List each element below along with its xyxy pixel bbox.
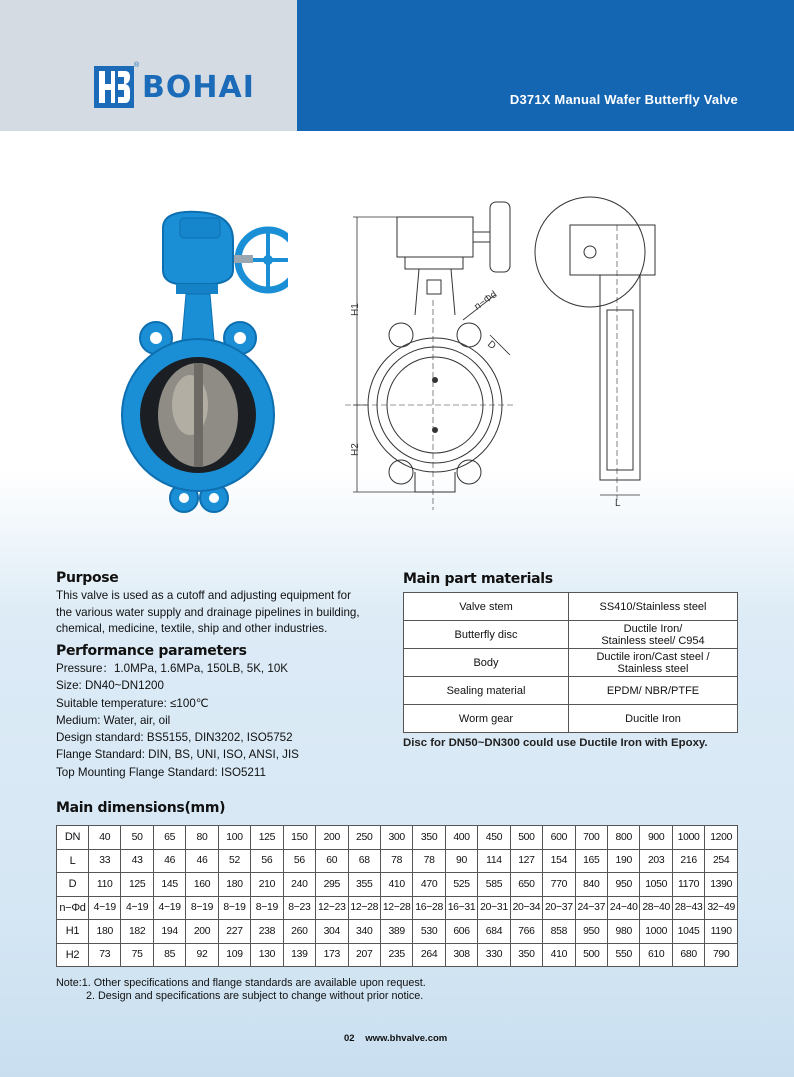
note-line: Note:1. Other specifications and flange standards are available upon request. <box>56 977 426 989</box>
table-cell: 260 <box>283 920 315 944</box>
param-item: Pressure：1.0MPa, 1.6MPa, 150LB, 5K, 10K <box>56 662 288 675</box>
bohai-logo <box>94 62 255 108</box>
table-cell: 210 <box>251 873 283 897</box>
table-cell: 4−19 <box>121 896 153 920</box>
table-cell: 100 <box>218 826 250 850</box>
param-item: Flange Standard: DIN, BS, UNI, ISO, ANSI, JIS <box>56 748 299 762</box>
table-cell: 1000 <box>640 920 672 944</box>
table-cell: 20−34 <box>510 896 542 920</box>
material-value: Ductile iron/Cast steel / Stainless steel <box>569 649 738 677</box>
table-cell: 125 <box>251 826 283 850</box>
table-cell: 145 <box>153 873 185 897</box>
drawing-label-l: L <box>615 498 621 509</box>
table-cell: 470 <box>413 873 445 897</box>
table-cell: 43 <box>121 849 153 873</box>
table-cell: 680 <box>672 943 704 967</box>
table-cell: 700 <box>575 826 607 850</box>
table-cell: 78 <box>380 849 412 873</box>
material-value: Ducitle Iron <box>569 705 738 733</box>
table-cell: 85 <box>153 943 185 967</box>
table-row <box>404 649 738 677</box>
drawing-label-h2: H2 <box>350 443 361 456</box>
table-cell: 110 <box>89 873 121 897</box>
valve-product-image <box>118 200 288 516</box>
table-cell: 550 <box>608 943 640 967</box>
table-cell: 770 <box>543 873 575 897</box>
table-cell: 400 <box>445 826 477 850</box>
table-cell: 80 <box>186 826 218 850</box>
table-cell: 40 <box>89 826 121 850</box>
table-cell: 235 <box>380 943 412 967</box>
table-row <box>404 705 738 733</box>
table-cell: 24−40 <box>608 896 640 920</box>
table-cell: 50 <box>121 826 153 850</box>
table-cell: 52 <box>218 849 250 873</box>
material-part: Worm gear <box>404 705 569 733</box>
registered-mark: ® <box>134 62 140 69</box>
table-row <box>57 849 738 873</box>
param-item: Top Mounting Flange Standard: ISO5211 <box>56 765 266 779</box>
row-label: D <box>57 873 89 897</box>
table-cell: 1200 <box>705 826 738 850</box>
table-row <box>57 873 738 897</box>
table-row <box>57 920 738 944</box>
table-cell: 500 <box>510 826 542 850</box>
table-cell: 1190 <box>705 920 738 944</box>
table-cell: 238 <box>251 920 283 944</box>
table-cell: 254 <box>705 849 738 873</box>
table-cell: 8−19 <box>251 896 283 920</box>
table-row <box>404 677 738 705</box>
table-cell: 20−37 <box>543 896 575 920</box>
table-cell: 340 <box>348 920 380 944</box>
material-value: EPDM/ NBR/PTFE <box>569 677 738 705</box>
notes <box>56 977 426 1003</box>
table-cell: 1170 <box>672 873 704 897</box>
header-title-panel <box>297 0 794 131</box>
table-cell: 180 <box>218 873 250 897</box>
table-cell: 90 <box>445 849 477 873</box>
table-cell: 180 <box>89 920 121 944</box>
table-cell: 173 <box>316 943 348 967</box>
table-cell: 207 <box>348 943 380 967</box>
table-cell: 950 <box>608 873 640 897</box>
drawing-label-nd: n−Φd <box>472 289 500 313</box>
material-part: Butterfly disc <box>404 621 569 649</box>
table-cell: 585 <box>478 873 510 897</box>
row-label: DN <box>57 826 89 850</box>
table-cell: 16−28 <box>413 896 445 920</box>
table-cell: 295 <box>316 873 348 897</box>
table-cell: 68 <box>348 849 380 873</box>
row-label: H2 <box>57 943 89 967</box>
table-cell: 109 <box>218 943 250 967</box>
table-cell: 8−19 <box>218 896 250 920</box>
table-row <box>404 593 738 621</box>
table-cell: 240 <box>283 873 315 897</box>
table-cell: 308 <box>445 943 477 967</box>
material-part: Valve stem <box>404 593 569 621</box>
table-cell: 684 <box>478 920 510 944</box>
bohai-logo-mark-icon <box>94 66 134 108</box>
table-cell: 12−28 <box>380 896 412 920</box>
table-cell: 73 <box>89 943 121 967</box>
purpose-title: Purpose <box>56 570 119 586</box>
table-cell: 200 <box>316 826 348 850</box>
table-cell: 606 <box>445 920 477 944</box>
table-cell: 858 <box>543 920 575 944</box>
drawing-label-h1: H1 <box>350 303 361 316</box>
table-cell: 500 <box>575 943 607 967</box>
table-cell: 12−23 <box>316 896 348 920</box>
valve-technical-drawing <box>345 180 675 510</box>
param-item: Design standard: BS5155, DIN3202, ISO5752 <box>56 731 293 745</box>
table-cell: 330 <box>478 943 510 967</box>
purpose-line: chemical, medicine, textile, ship and other industries. <box>56 622 328 635</box>
table-cell: 410 <box>380 873 412 897</box>
param-item: Medium: Water, air, oil <box>56 713 171 727</box>
table-cell: 127 <box>510 849 542 873</box>
table-cell: 790 <box>705 943 738 967</box>
table-cell: 1000 <box>672 826 704 850</box>
table-cell: 203 <box>640 849 672 873</box>
table-row <box>57 896 738 920</box>
materials-note: Disc for DN50~DN300 could use Ductile Iron with Epoxy. <box>403 737 708 749</box>
table-cell: 60 <box>316 849 348 873</box>
page-number: 02 <box>344 1033 355 1044</box>
table-cell: 980 <box>608 920 640 944</box>
table-cell: 355 <box>348 873 380 897</box>
table-cell: 200 <box>186 920 218 944</box>
table-cell: 78 <box>413 849 445 873</box>
page-title: D371X Manual Wafer Butterfly Valve <box>509 92 738 107</box>
table-cell: 65 <box>153 826 185 850</box>
table-cell: 28−43 <box>672 896 704 920</box>
table-cell: 410 <box>543 943 575 967</box>
materials-table <box>403 592 738 733</box>
table-cell: 1045 <box>672 920 704 944</box>
purpose-line: the various water supply and drainage pipelines in building, <box>56 605 360 619</box>
table-cell: 250 <box>348 826 380 850</box>
table-row <box>57 826 738 850</box>
table-cell: 154 <box>543 849 575 873</box>
material-part: Sealing material <box>404 677 569 705</box>
dimensions-table <box>56 825 738 967</box>
table-cell: 194 <box>153 920 185 944</box>
table-cell: 450 <box>478 826 510 850</box>
row-label: H1 <box>57 920 89 944</box>
table-cell: 28−40 <box>640 896 672 920</box>
material-value: SS410/Stainless steel <box>569 593 738 621</box>
page-footer <box>344 1033 447 1044</box>
param-item: Suitable temperature: ≤100℃ <box>56 696 209 710</box>
table-cell: 56 <box>283 849 315 873</box>
table-cell: 125 <box>121 873 153 897</box>
table-cell: 4−19 <box>89 896 121 920</box>
table-cell: 300 <box>380 826 412 850</box>
table-cell: 650 <box>510 873 542 897</box>
param-item: Size: DN40~DN1200 <box>56 679 164 693</box>
performance-title: Performance parameters <box>56 643 247 659</box>
table-cell: 8−23 <box>283 896 315 920</box>
purpose-text <box>56 588 360 638</box>
table-cell: 610 <box>640 943 672 967</box>
table-cell: 33 <box>89 849 121 873</box>
drawing-label-d: D <box>485 338 498 352</box>
table-cell: 56 <box>251 849 283 873</box>
table-cell: 264 <box>413 943 445 967</box>
table-row <box>57 943 738 967</box>
table-cell: 182 <box>121 920 153 944</box>
materials-title: Main part materials <box>403 571 553 587</box>
table-cell: 150 <box>283 826 315 850</box>
brand-name: BOHAI <box>142 69 255 105</box>
table-cell: 46 <box>153 849 185 873</box>
table-cell: 139 <box>283 943 315 967</box>
table-cell: 840 <box>575 873 607 897</box>
table-cell: 525 <box>445 873 477 897</box>
table-cell: 12−28 <box>348 896 380 920</box>
website-url: www.bhvalve.com <box>365 1033 448 1044</box>
performance-list <box>56 660 299 781</box>
table-cell: 530 <box>413 920 445 944</box>
dimensions-title: Main dimensions(mm) <box>56 800 226 816</box>
table-cell: 950 <box>575 920 607 944</box>
table-row <box>404 621 738 649</box>
row-label: L <box>57 849 89 873</box>
table-cell: 1050 <box>640 873 672 897</box>
table-cell: 32−49 <box>705 896 738 920</box>
table-cell: 130 <box>251 943 283 967</box>
table-cell: 766 <box>510 920 542 944</box>
table-cell: 350 <box>413 826 445 850</box>
material-part: Body <box>404 649 569 677</box>
table-cell: 114 <box>478 849 510 873</box>
table-cell: 600 <box>543 826 575 850</box>
table-cell: 900 <box>640 826 672 850</box>
note-line: 2. Design and specifications are subject to change without prior notice. <box>86 990 424 1002</box>
table-cell: 4−19 <box>153 896 185 920</box>
table-cell: 165 <box>575 849 607 873</box>
table-cell: 20−31 <box>478 896 510 920</box>
table-cell: 350 <box>510 943 542 967</box>
table-cell: 46 <box>186 849 218 873</box>
table-cell: 304 <box>316 920 348 944</box>
table-cell: 389 <box>380 920 412 944</box>
table-cell: 160 <box>186 873 218 897</box>
row-label: n−Φd <box>57 896 89 920</box>
purpose-line: This valve is used as a cutoff and adjusting equipment for <box>56 589 351 602</box>
table-cell: 8−19 <box>186 896 218 920</box>
table-cell: 75 <box>121 943 153 967</box>
table-cell: 190 <box>608 849 640 873</box>
table-cell: 16−31 <box>445 896 477 920</box>
table-cell: 24−37 <box>575 896 607 920</box>
material-value: Ductile Iron/ Stainless steel/ C954 <box>569 621 738 649</box>
table-cell: 92 <box>186 943 218 967</box>
table-cell: 1390 <box>705 873 738 897</box>
table-cell: 227 <box>218 920 250 944</box>
table-cell: 800 <box>608 826 640 850</box>
table-cell: 216 <box>672 849 704 873</box>
